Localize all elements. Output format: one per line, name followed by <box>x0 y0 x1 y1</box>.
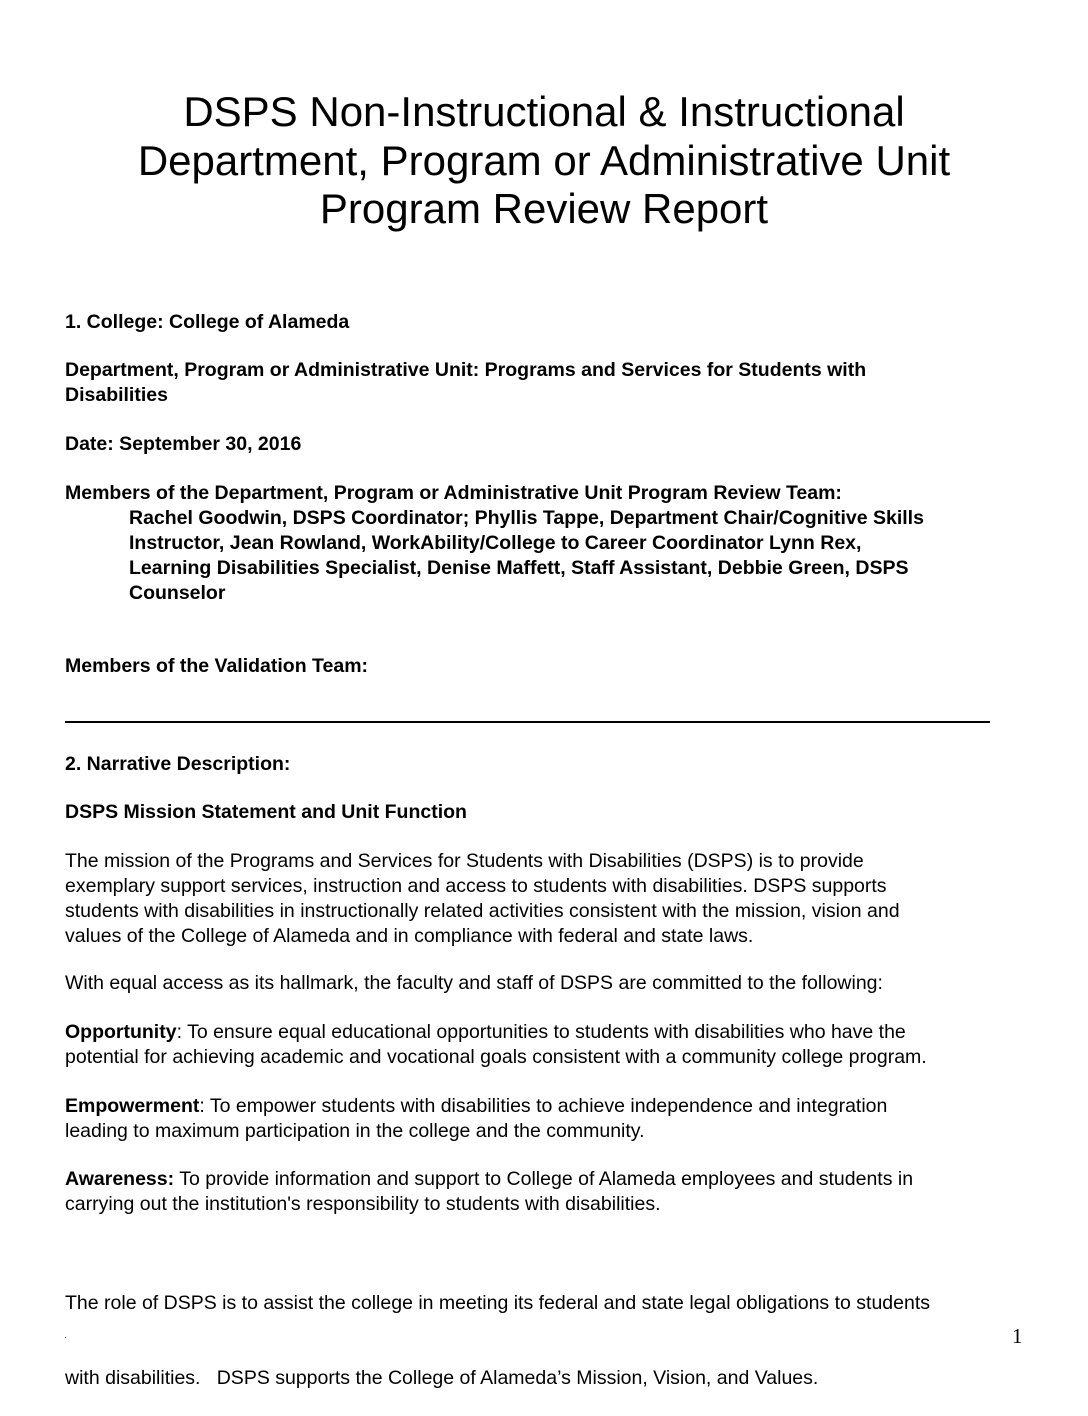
role-line: with disabilities. DSPS supports the College of Alameda’s Mission, Vision, and Values. <box>65 1367 819 1389</box>
department-line: Department, Program or Administrative Unit: Programs and Services for Students with <box>65 359 867 381</box>
value-term: Empowerment <box>65 1095 200 1117</box>
department-field <box>65 358 1025 408</box>
document-title <box>0 88 1088 234</box>
department-line: Disabilities <box>65 384 168 406</box>
narrative-heading: 2. Narrative Description: <box>65 753 291 775</box>
college-line: 1. College: College of Alameda <box>65 311 350 333</box>
value-sep: : <box>176 1021 182 1043</box>
mission-line: students with disabilities in instructionally related activities consistent with the mission, vision and <box>65 900 900 922</box>
value-text: To empower students with disabilities to achieve independence and integration <box>204 1095 888 1117</box>
mission-line: The mission of the Programs and Services for Students with Disabilities (DSPS) is to provide <box>65 850 864 872</box>
review-team-heading: Members of the Department, Program or Administrative Unit Program Review Team: <box>65 482 842 504</box>
value-text: carrying out the institution's responsibility to students with disabilities. <box>65 1193 661 1215</box>
mission-line: exemplary support services, instruction and access to students with disabilities. DSPS supports <box>65 875 887 897</box>
value-awareness <box>65 1167 1025 1217</box>
review-team-line: Counselor <box>129 582 226 604</box>
validation-team-heading: Members of the Validation Team: <box>65 655 369 677</box>
value-opportunity <box>65 1020 1025 1070</box>
review-team <box>65 481 1025 606</box>
review-team-line: Instructor, Jean Rowland, WorkAbility/College to Career Coordinator Lynn Rex, <box>129 532 862 554</box>
date-line: Date: September 30, 2016 <box>65 433 302 455</box>
role-line: The role of DSPS is to assist the college in meeting its federal and state legal obligations to students <box>65 1292 930 1314</box>
review-team-line: Learning Disabilities Specialist, Denise Maffett, Staff Assistant, Debbie Green, DSPS <box>129 557 909 579</box>
footer-mark: . <box>64 1330 67 1341</box>
mission-paragraph <box>65 849 1025 949</box>
mission-line: values of the College of Alameda and in compliance with federal and state laws. <box>65 925 754 947</box>
role-paragraph <box>65 1241 1025 1416</box>
value-text: To ensure equal educational opportunities to students with disabilities who have the <box>182 1021 906 1043</box>
mission-subheading: DSPS Mission Statement and Unit Function <box>65 801 467 823</box>
value-sep: : <box>199 1095 205 1117</box>
value-text: To provide information and support to College of Alameda employees and students in <box>174 1168 914 1190</box>
title-line: DSPS Non-Instructional & Instructional <box>183 88 905 135</box>
value-term: Opportunity <box>65 1021 177 1043</box>
page-number: 1 <box>1012 1324 1023 1348</box>
value-term: Awareness: <box>65 1168 175 1190</box>
review-team-members <box>65 506 1025 606</box>
value-text: leading to maximum participation in the college and the community. <box>65 1120 645 1142</box>
value-text: potential for achieving academic and vocational goals consistent with a community college program. <box>65 1046 927 1068</box>
horizontal-rule <box>65 721 990 723</box>
commitment-line: With equal access as its hallmark, the faculty and staff of DSPS are committed to the following: <box>65 972 883 994</box>
title-line: Program Review Report <box>319 185 769 232</box>
review-team-line: Rachel Goodwin, DSPS Coordinator; Phyllis Tappe, Department Chair/Cognitive Skills <box>129 507 924 529</box>
value-empowerment <box>65 1094 1025 1144</box>
title-line: Department, Program or Administrative Unit <box>137 136 951 184</box>
